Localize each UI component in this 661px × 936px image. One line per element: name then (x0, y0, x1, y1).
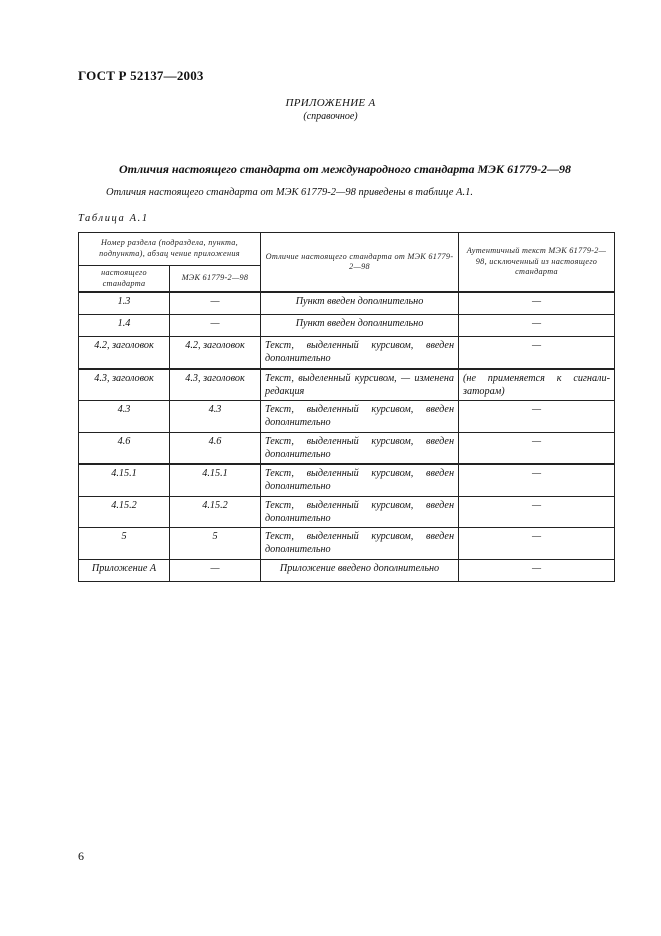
table-row (79, 432, 615, 464)
table-row (79, 292, 615, 315)
cell-iec: — (170, 559, 261, 581)
cell-iec: 4.6 (170, 432, 261, 464)
appendix-title: ПРИЛОЖЕНИЕ А (285, 97, 376, 109)
cell-difference: Текст, выделенный курсивом, введен дополнительно (261, 528, 459, 560)
table-row (79, 315, 615, 337)
cell-iec: 4.15.1 (170, 464, 261, 496)
cell-iec: — (170, 315, 261, 337)
cell-difference: Текст, выделенный курсивом, введен дополнительно (261, 496, 459, 528)
cell-difference: Текст, выделенный курсивом, введен дополнительно (261, 464, 459, 496)
header-section-number: Номер раздела (подраздела, пункта, подпункта), абзац чение приложения (79, 233, 261, 266)
cell-iec: 4.3, заголовок (170, 369, 261, 401)
intro-paragraph: Отличия настоящего стандарта от МЭК 61779-2—98 приведены в таблице А.1. (106, 187, 473, 198)
cell-authentic: — (459, 292, 615, 315)
cell-authentic: — (459, 496, 615, 528)
cell-national: Приложение А (79, 559, 170, 581)
cell-national: 4.2, заголовок (79, 337, 170, 369)
cell-national: 4.15.2 (79, 496, 170, 528)
cell-iec: 4.15.2 (170, 496, 261, 528)
cell-difference: Приложение введено дополнительно (261, 559, 459, 581)
cell-iec: 5 (170, 528, 261, 560)
cell-national: 4.3, заголовок (79, 369, 170, 401)
table-row (79, 528, 615, 560)
table-row (79, 369, 615, 401)
cell-authentic: — (459, 315, 615, 337)
header-iec-standard: МЭК 61779-2—98 (170, 266, 261, 293)
cell-authentic: — (459, 559, 615, 581)
cell-difference: Пункт введен дополнительно (261, 315, 459, 337)
cell-authentic: — (459, 432, 615, 464)
header-national-standard: настоящего стандарта (79, 266, 170, 293)
table-row (79, 559, 615, 581)
cell-national: 1.4 (79, 315, 170, 337)
cell-difference: Текст, выделенный курсивом, введен дополнительно (261, 432, 459, 464)
differences-table (78, 232, 615, 582)
appendix-subtitle: (справочное) (303, 111, 358, 122)
cell-authentic: — (459, 337, 615, 369)
cell-authentic: (не применяется к сигнализаторам) (459, 369, 615, 401)
document-code: ГОСТ Р 52137—2003 (78, 68, 204, 83)
cell-iec: 4.3 (170, 401, 261, 433)
cell-national: 4.3 (79, 401, 170, 433)
table-row (79, 401, 615, 433)
cell-national: 1.3 (79, 292, 170, 315)
header-authentic-text: Аутентичный текст МЭК 61779-2—98, исключенный из настоящего стандарта (459, 233, 615, 293)
table-row (79, 496, 615, 528)
cell-difference: Текст, выделенный курсивом, введен дополнительно (261, 401, 459, 433)
cell-difference: Текст, выделенный курсивом, введен дополнительно (261, 337, 459, 369)
cell-difference: Текст, выделенный курсивом, — изменена редакция (261, 369, 459, 401)
cell-iec: — (170, 292, 261, 315)
cell-national: 4.6 (79, 432, 170, 464)
header-difference: Отличие настоящего стандарта от МЭК 61779-2—98 (261, 233, 459, 293)
table-row (79, 464, 615, 496)
cell-authentic: — (459, 401, 615, 433)
page-number: 6 (78, 849, 84, 863)
cell-authentic: — (459, 528, 615, 560)
table-row (79, 337, 615, 369)
cell-iec: 4.2, заголовок (170, 337, 261, 369)
table-caption: Таблица А.1 (78, 213, 149, 224)
cell-authentic: — (459, 464, 615, 496)
section-heading: Отличия настоящего стандарта от международного стандарта МЭК 61779-2—98 (118, 162, 572, 176)
cell-national: 5 (79, 528, 170, 560)
cell-difference: Пункт введен дополнительно (261, 292, 459, 315)
cell-national: 4.15.1 (79, 464, 170, 496)
